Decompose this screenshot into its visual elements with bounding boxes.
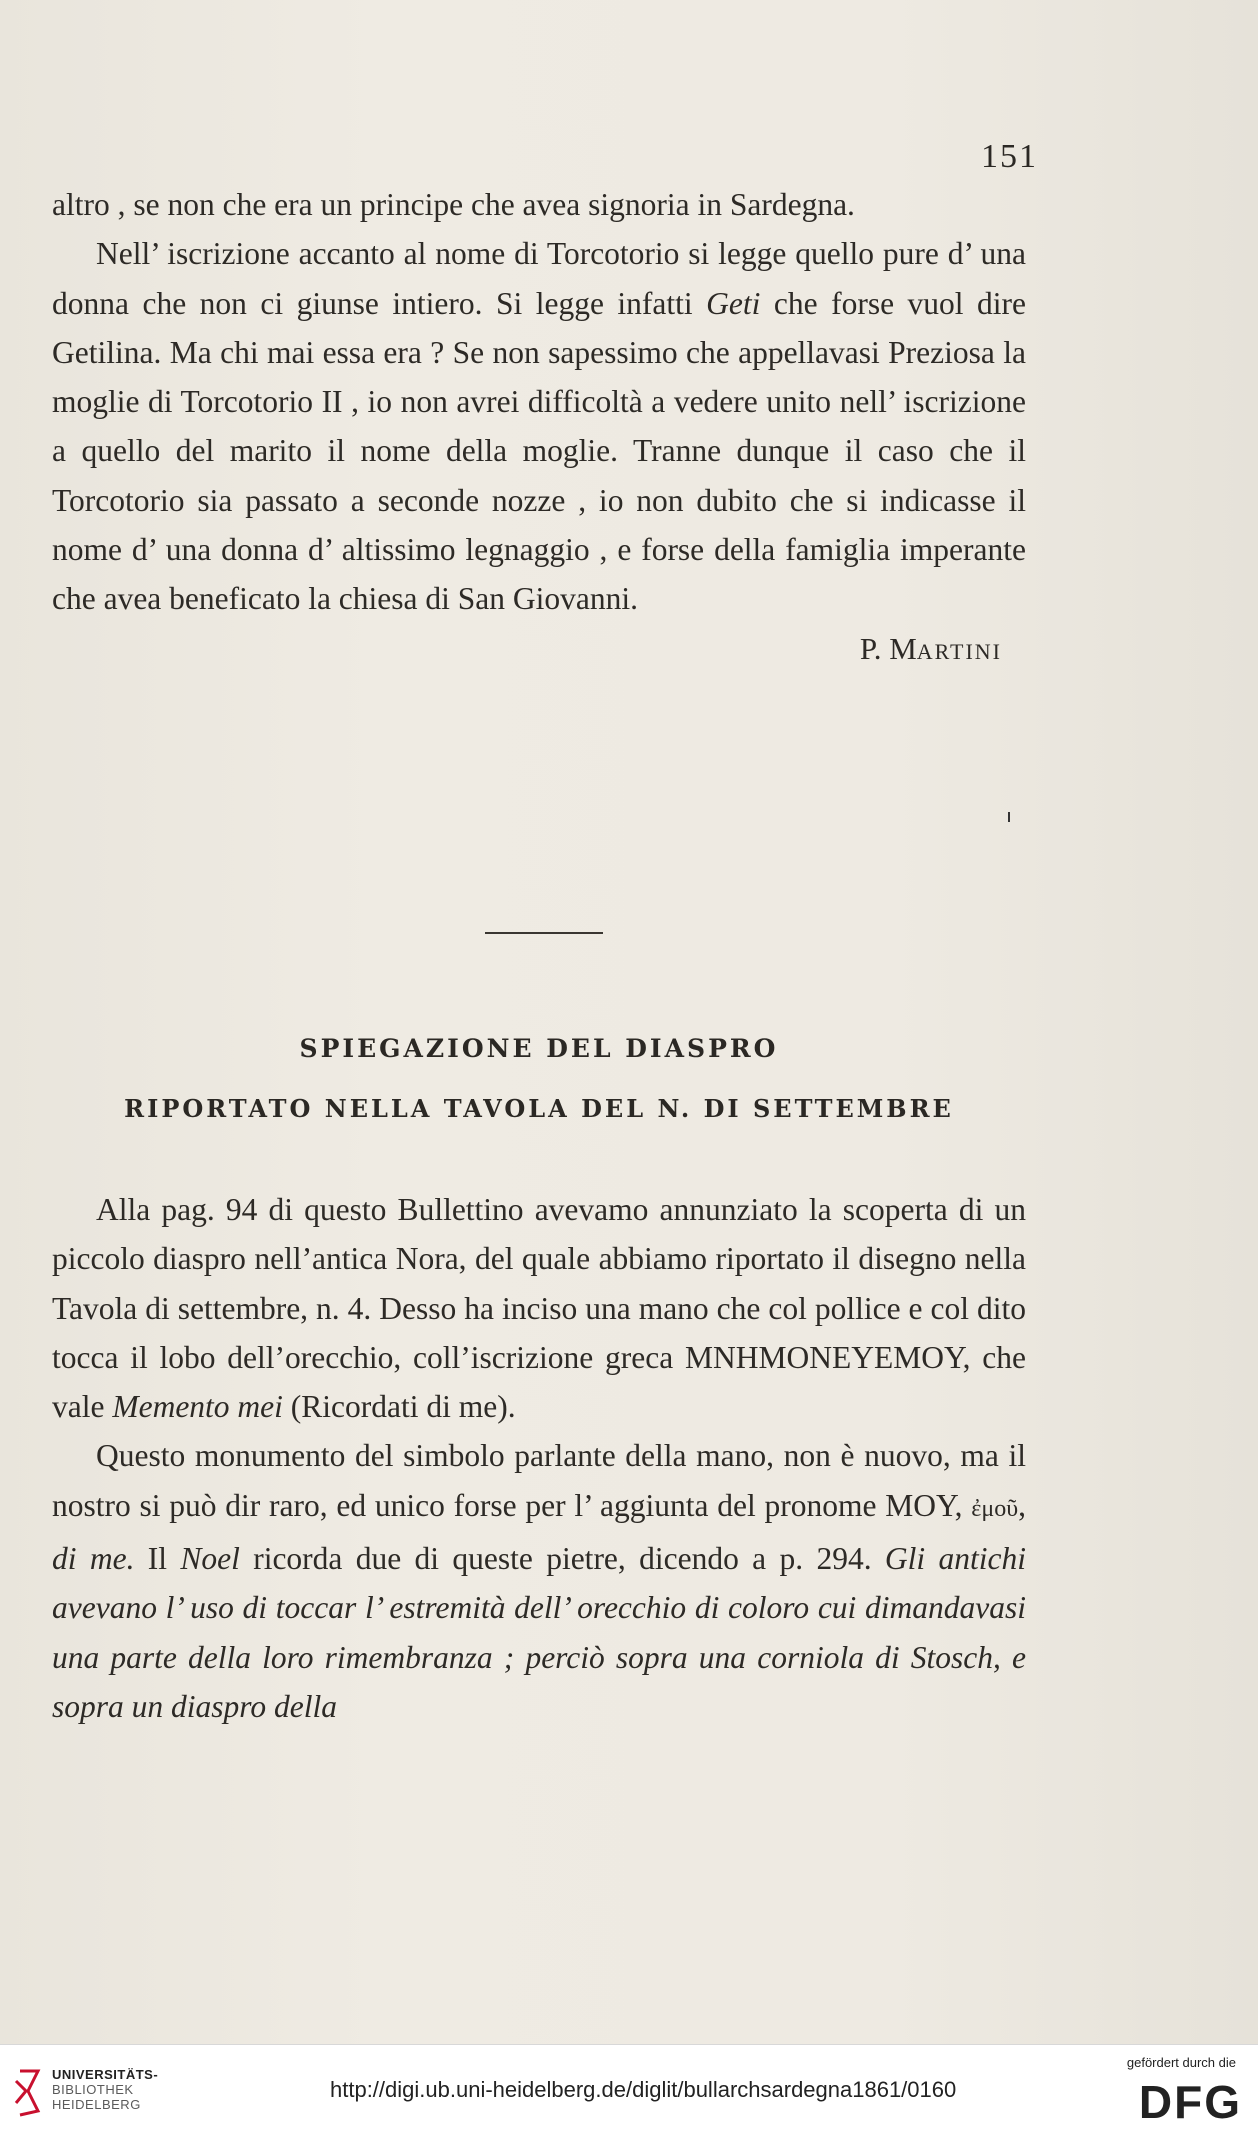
paragraph: Questo monumento del simbolo parlante della mano, non è nuovo, ma il nostro si può dir raro, ed unico forse per l’ aggiunta del pronome MOY, ἐμοῦ, di me. Il Noel ricorda due di queste pietre, dicendo a p. 294. Gli antichi avevano l’ uso di toccar l’ estremità dell’ orecchio di coloro cui dimandavasi una parte della loro rimembranza ; perciò sopra una corniola di Stosch, e sopra un diaspro della bbox=[52, 1438, 1026, 1724]
page-number: 151 bbox=[981, 138, 1038, 175]
university-library-logo bbox=[14, 2067, 44, 2119]
footer-bar bbox=[0, 2044, 1258, 2136]
author-signature: P. MARTINI bbox=[859, 630, 1002, 666]
dfg-logo: DFG bbox=[1138, 2076, 1242, 2128]
paragraph: Nell’ iscrizione accanto al nome di Torcotorio si legge quello pure d’ una donna che non ci giunse intiero. Si legge infatti Geti che forse vuol dire Getilina. Ma chi mai essa era ? Se non sapessimo che appellavasi Preziosa la moglie di Torcotorio II , io non avrei difficoltà a vedere unito nell’ iscrizione a quello del marito il nome della moglie. Tranne dunque il caso che il Torcotorio sia passato a seconde nozze , io non dubito che si indicasse il nome d’ una donna d’ altissimo legnaggio , e forse della famiglia imperante che avea beneficato la chiesa di San Giovanni. bbox=[52, 236, 1027, 617]
library-name: UNIVERSITÄTS- BIBLIOTHEK HEIDELBERG bbox=[52, 2067, 159, 2112]
article-body bbox=[52, 1185, 1026, 1731]
margin-mark bbox=[1008, 812, 1010, 822]
article-continuation bbox=[52, 180, 1026, 676]
funding-caption: gefördert durch die bbox=[1126, 2055, 1236, 2070]
paragraph: Alla pag. 94 di questo Bullettino avevamo annunziato la scoperta di un piccolo diaspro nell’antica Nora, del quale abbiamo riportato il disegno nella Tavola di settembre, n. 4. Desso ha inciso una mano che col pollice e col dito tocca il lobo dell’orecchio, coll’iscrizione greca MNHMONEYEMOY, che vale Memento mei (Ricordati di me). bbox=[52, 1192, 1026, 1425]
section-divider bbox=[485, 932, 603, 934]
section-subtitle: RIPORTATO NELLA TAVOLA DEL N. DI SETTEMBRE bbox=[124, 1094, 954, 1123]
paragraph: altro , se non che era un principe che avea signoria in Sardegna. bbox=[52, 187, 855, 222]
source-url-link[interactable]: http://digi.ub.uni-heidelberg.de/diglit/bullarchsardegna1861/0160 bbox=[330, 2077, 957, 2102]
section-title: SPIEGAZIONE DEL DIASPRO bbox=[299, 1034, 779, 1063]
